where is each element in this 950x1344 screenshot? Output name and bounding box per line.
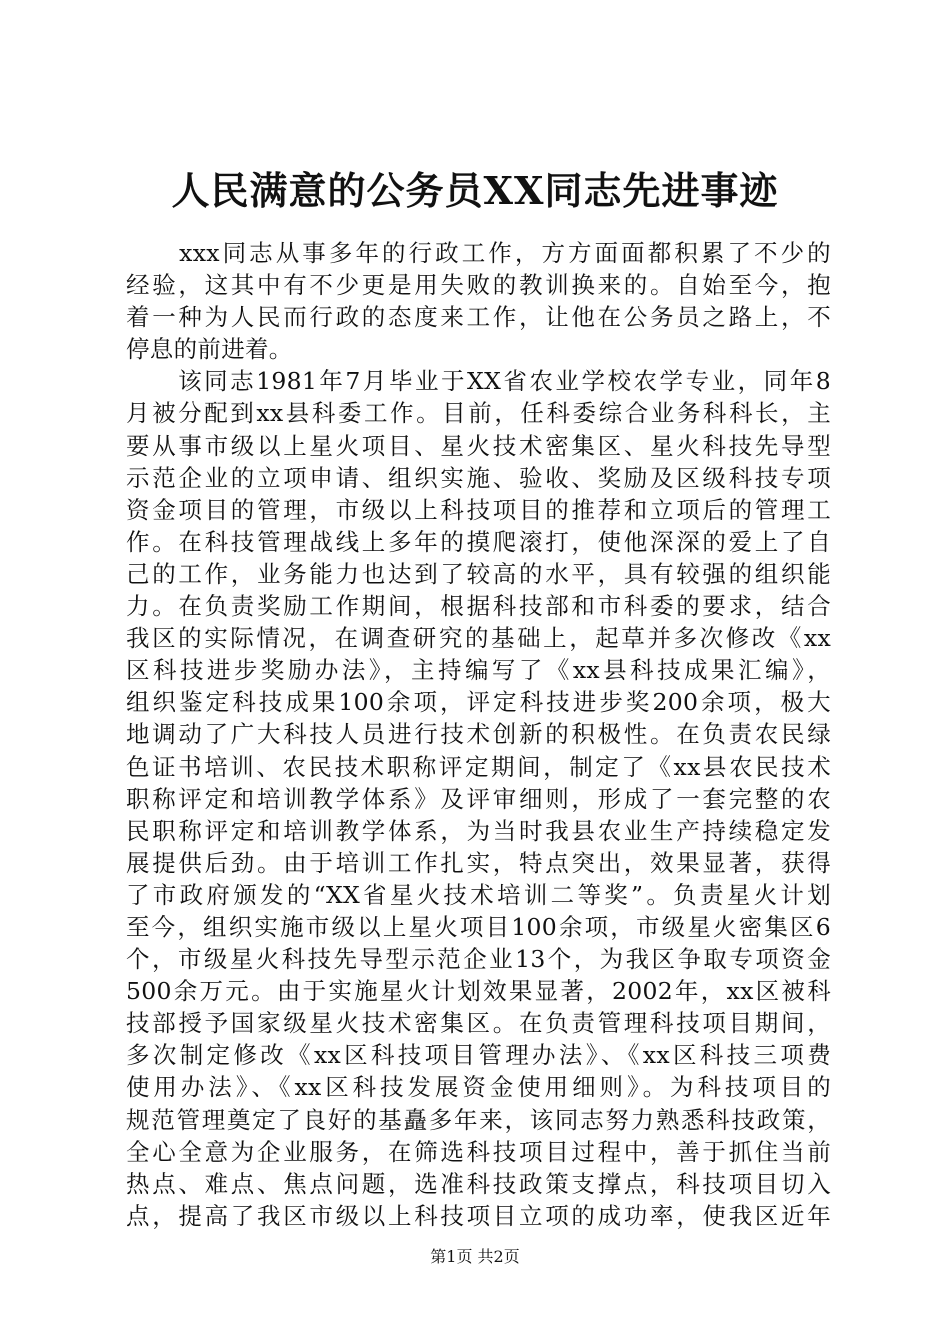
text-line: 职称评定和培训教学体系》及评审细则，形成了一套完整的农 (126, 784, 831, 813)
text-line: 多次制定修改《xx区科技项目管理办法》、《xx区科技三项费 (126, 1041, 831, 1070)
text-line: 色证书培训、农民技术职称评定期间，制定了《xx县农民技术 (126, 752, 831, 781)
text-line: 区科技进步奖励办法》，主持编写了《xx县科技成果汇编》， (126, 656, 831, 685)
text-line: 展提供后劲。由于培训工作扎实，特点突出，效果显著，获得 (126, 848, 831, 877)
text-line: 停息的前进着。 (126, 335, 293, 364)
text-line: 个，市级星火科技先导型示范企业13个，为我区争取专项资金 (126, 945, 831, 974)
text-line: 至今，组织实施市级以上星火项目100余项，市级星火密集区6 (126, 912, 831, 941)
text-line: 力。在负责奖励工作期间，根据科技部和市科委的要求，结合 (126, 592, 831, 621)
text-line: 资金项目的管理，市级以上科技项目的推荐和立项后的管理工 (126, 495, 831, 524)
text-line: 技部授予国家级星火技术密集区。在负责管理科技项目期间， (126, 1009, 831, 1038)
text-line: 要从事市级以上星火项目、星火技术密集区、星火科技先导型 (126, 431, 831, 460)
text-line: 热点、难点、焦点问题，选准科技政策支撑点，科技项目切入 (126, 1169, 831, 1198)
page-footer: 第1页 共2页 (430, 1247, 520, 1266)
text-line: 了市政府颁发的“XX省星火技术培训二等奖”。负责星火计划 (126, 880, 831, 909)
text-line: 500余万元。由于实施星火计划效果显著，2002年，xx区被科 (126, 977, 831, 1006)
text-line: xxx同志从事多年的行政工作，方方面面都积累了不少的 (126, 239, 831, 267)
text-line: 着一种为人民而行政的态度来工作，让他在公务员之路上，不 (126, 303, 831, 332)
text-line: 我区的实际情况，在调查研究的基础上，起草并多次修改《xx (126, 624, 831, 653)
text-line: 点，提高了我区市级以上科技项目立项的成功率，使我区近年 (126, 1201, 831, 1230)
document-body (126, 237, 831, 1232)
text-line: 作。在科技管理战线上多年的摸爬滚打，使他深深的爱上了自 (126, 527, 831, 556)
text-line: 全心全意为企业服务，在筛选科技项目过程中，善于抓住当前 (126, 1137, 831, 1166)
text-line: 示范企业的立项申请、组织实施、验收、奖励及区级科技专项 (126, 463, 831, 492)
text-line: 该同志1981年7月毕业于XX省农业学校农学专业，同年8 (126, 367, 831, 396)
text-line: 民职称评定和培训教学体系，为当时我县农业生产持续稳定发 (126, 816, 831, 845)
text-line: 月被分配到xx县科委工作。目前，任科委综合业务科科长，主 (126, 399, 831, 428)
text-line: 规范管理奠定了良好的基矗多年来，该同志努力熟悉科技政策， (126, 1105, 831, 1134)
text-line: 己的工作，业务能力也达到了较高的水平，具有较强的组织能 (126, 559, 831, 588)
text-line: 使用办法》、《xx区科技发展资金使用细则》。为科技项目的 (126, 1073, 831, 1102)
document-title: 人民满意的公务员XX同志先进事迹 (171, 168, 779, 213)
text-line: 地调动了广大科技人员进行技术创新的积极性。在负责农民绿 (126, 720, 831, 749)
text-line: 组织鉴定科技成果100余项，评定科技进步奖200余项，极大 (126, 688, 831, 717)
text-line: 经验，这其中有不少更是用失败的教训换来的。自始至今，抱 (126, 271, 831, 300)
